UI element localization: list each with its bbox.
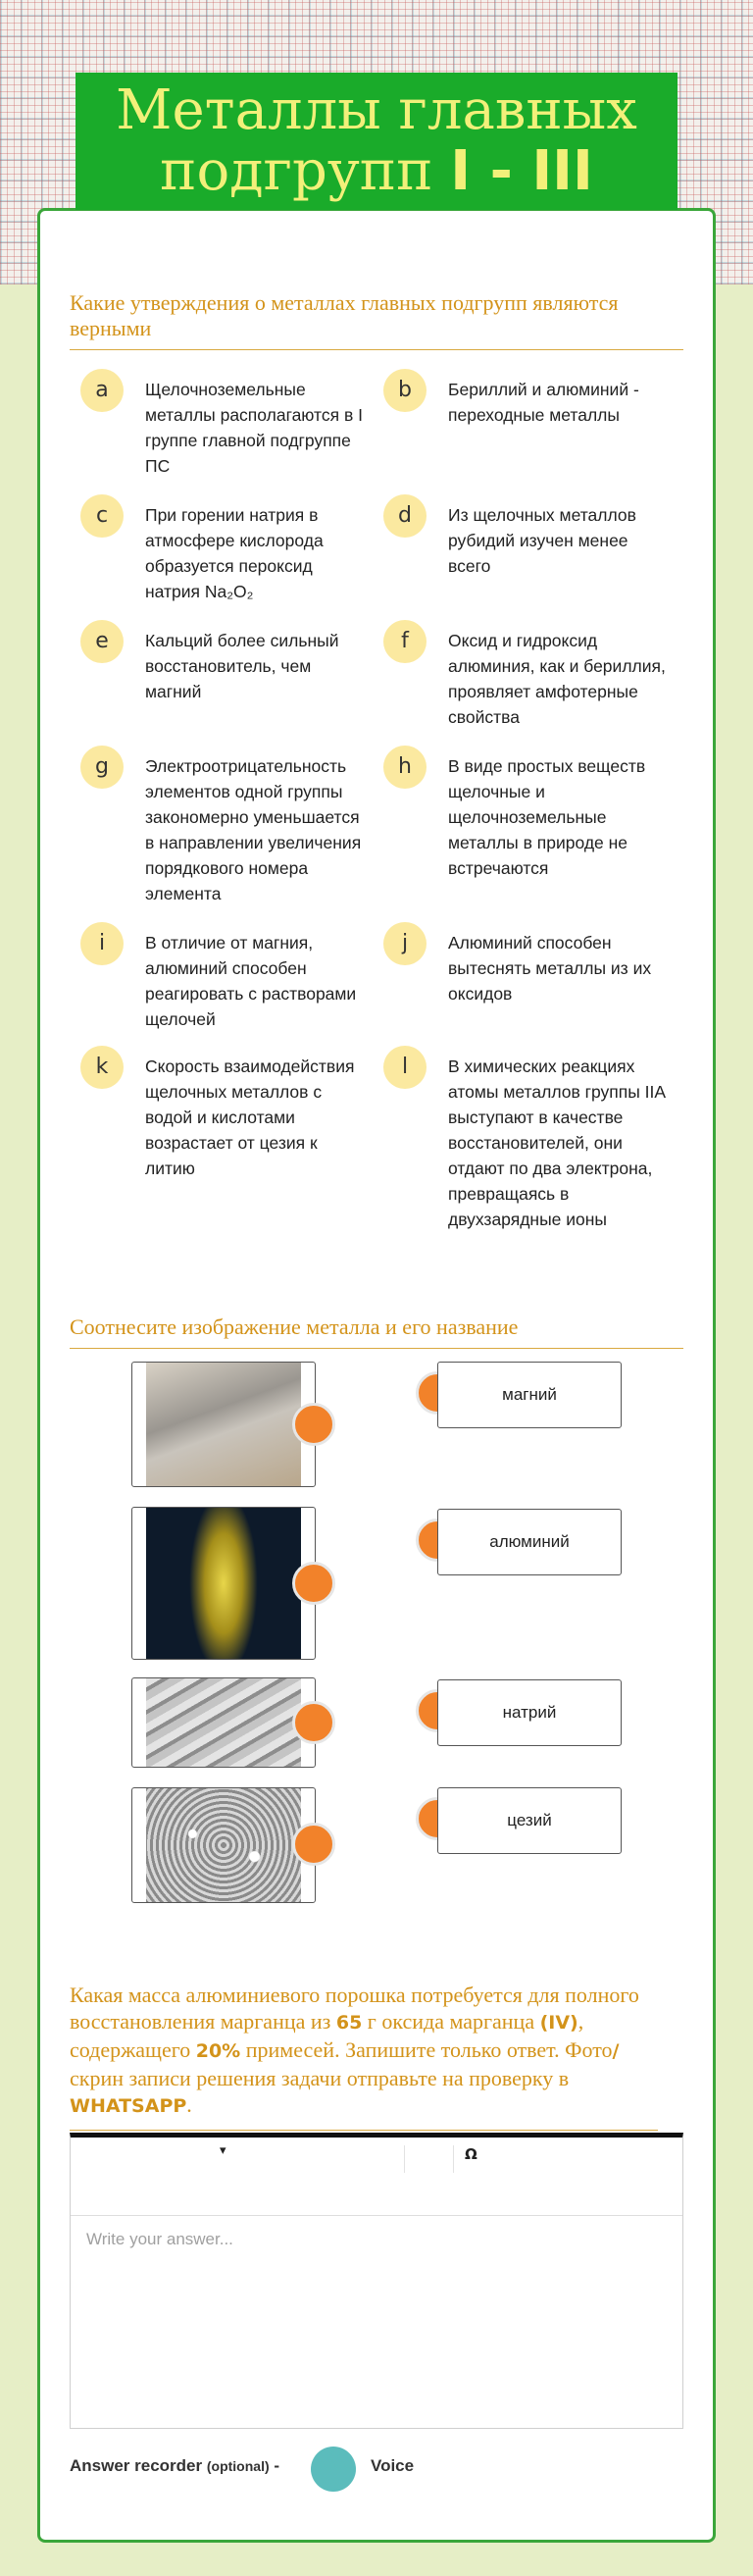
recorder-label-text: Answer recorder (70, 2456, 203, 2475)
q-text-4: примесей. Запишите только ответ. Фото (240, 2037, 613, 2062)
badge-b: b (383, 369, 427, 412)
statement-text: Щелочноземельные металлы располагаются в I группе главной подгруппе ПС (145, 380, 363, 476)
statement-text: Из щелочных металлов рубидий изучен менее всего (448, 505, 636, 576)
badge-g: g (80, 746, 124, 789)
toolbar-divider (453, 2145, 454, 2173)
dropdown-caret-icon[interactable]: ▾ (220, 2143, 226, 2158)
q-slash: / (612, 2040, 620, 2062)
q-oxidation: (IV) (539, 2012, 578, 2034)
q-text-2: г оксида марганца (362, 2009, 540, 2034)
match-dot-image-3[interactable] (292, 1701, 335, 1744)
metal-name-aluminum[interactable]: алюминий (437, 1509, 622, 1575)
q-end: . (186, 2092, 192, 2117)
toolbar-divider (404, 2145, 405, 2173)
statement-text: В отличие от магния, алюминий способен реагировать с растворами щелочей (145, 933, 357, 1029)
page-title (75, 73, 678, 210)
statement-text: Алюминий способен вытеснять металлы из их оксидов (448, 933, 652, 1004)
badge-l: l (383, 1046, 427, 1089)
match-dot-image-4[interactable] (292, 1823, 335, 1866)
omega-symbol-icon[interactable]: Ω (465, 2145, 477, 2163)
title-line2 (75, 141, 678, 202)
metal-photo-profiles (146, 1678, 301, 1767)
match-dot-image-2[interactable] (292, 1562, 335, 1605)
q-app: WHATSAPP (70, 2095, 187, 2117)
statement-text: Бериллий и алюминий - переходные металлы (448, 380, 639, 425)
q-text-5: скрин записи решения задачи отправьте на проверку в (70, 2066, 570, 2090)
statement-text: Скорость взаимодействия щелочных металлов с водой и кислотами возрастает от цезия к литию (145, 1056, 355, 1178)
metal-name-cesium[interactable]: цезий (437, 1787, 622, 1854)
badge-d: d (383, 494, 427, 538)
section1-heading: Какие утверждения о металлах главных подгрупп являются верными (70, 290, 683, 350)
title-line2-accent: I - III (450, 139, 593, 203)
title-line2-prefix: подгрупп (160, 139, 433, 203)
badge-e: e (80, 620, 124, 663)
statement-text: В виде простых веществ щелочные и щелочноземельные металлы в природе не встречаются (448, 756, 646, 878)
badge-i: i (80, 922, 124, 965)
editor-toolbar (71, 2138, 682, 2216)
metal-image-3[interactable] (131, 1677, 316, 1768)
voice-label[interactable]: Voice (371, 2456, 415, 2475)
q-text-3: , содержащего (70, 2009, 584, 2062)
recorder-optional: (optional) (206, 2458, 270, 2474)
statement-text: Кальций более сильный восстановитель, чем магний (145, 631, 339, 701)
voice-record-icon[interactable] (311, 2447, 356, 2492)
metal-image-1[interactable] (131, 1362, 316, 1487)
metal-name-magnesium[interactable]: магний (437, 1362, 622, 1428)
statement-text: Электроотрицательность элементов одной группы закономерно уменьшается в направлении увеличения порядкового номера элемента (145, 756, 362, 903)
badge-f: f (383, 620, 427, 663)
answer-editor (70, 2133, 683, 2429)
match-dot-image-1[interactable] (292, 1403, 335, 1446)
answer-recorder-label (70, 2456, 279, 2476)
answer-input[interactable] (71, 2216, 682, 2412)
badge-k: k (80, 1046, 124, 1089)
badge-h: h (383, 746, 427, 789)
badge-j: j (383, 922, 427, 965)
section3-question (70, 1982, 658, 2131)
metal-image-4[interactable] (131, 1787, 316, 1903)
statement-text: Оксид и гидроксид алюминия, как и бериллия, проявляет амфотерные свойства (448, 631, 666, 727)
metal-photo-ampoule (146, 1508, 301, 1659)
q-percent: 20% (195, 2040, 241, 2062)
title-line1: Металлы главных (116, 78, 637, 142)
badge-c: c (80, 494, 124, 538)
badge-a: a (80, 369, 124, 412)
statement-text: В химических реакциях атомы металлов группы IIA выступают в качестве восстановителей, они отдают по два электрона, превращаясь в двухзарядные ионы (448, 1056, 666, 1229)
statement-text: При горении натрия в атмосфере кислорода образуется пероксид натрия Na₂O₂ (145, 505, 324, 601)
recorder-dash: - (269, 2456, 280, 2475)
q-text-1: Какая масса алюминиевого порошка потребуется для полного восстановления марганца из (70, 1983, 639, 2034)
metal-photo-shavings (146, 1788, 301, 1902)
metal-image-2[interactable] (131, 1507, 316, 1660)
metal-photo-cutting (146, 1363, 301, 1486)
q-mass: 65 (335, 2012, 363, 2034)
section2-heading: Соотнесите изображение металла и его название (70, 1314, 683, 1349)
metal-name-sodium[interactable]: натрий (437, 1679, 622, 1746)
